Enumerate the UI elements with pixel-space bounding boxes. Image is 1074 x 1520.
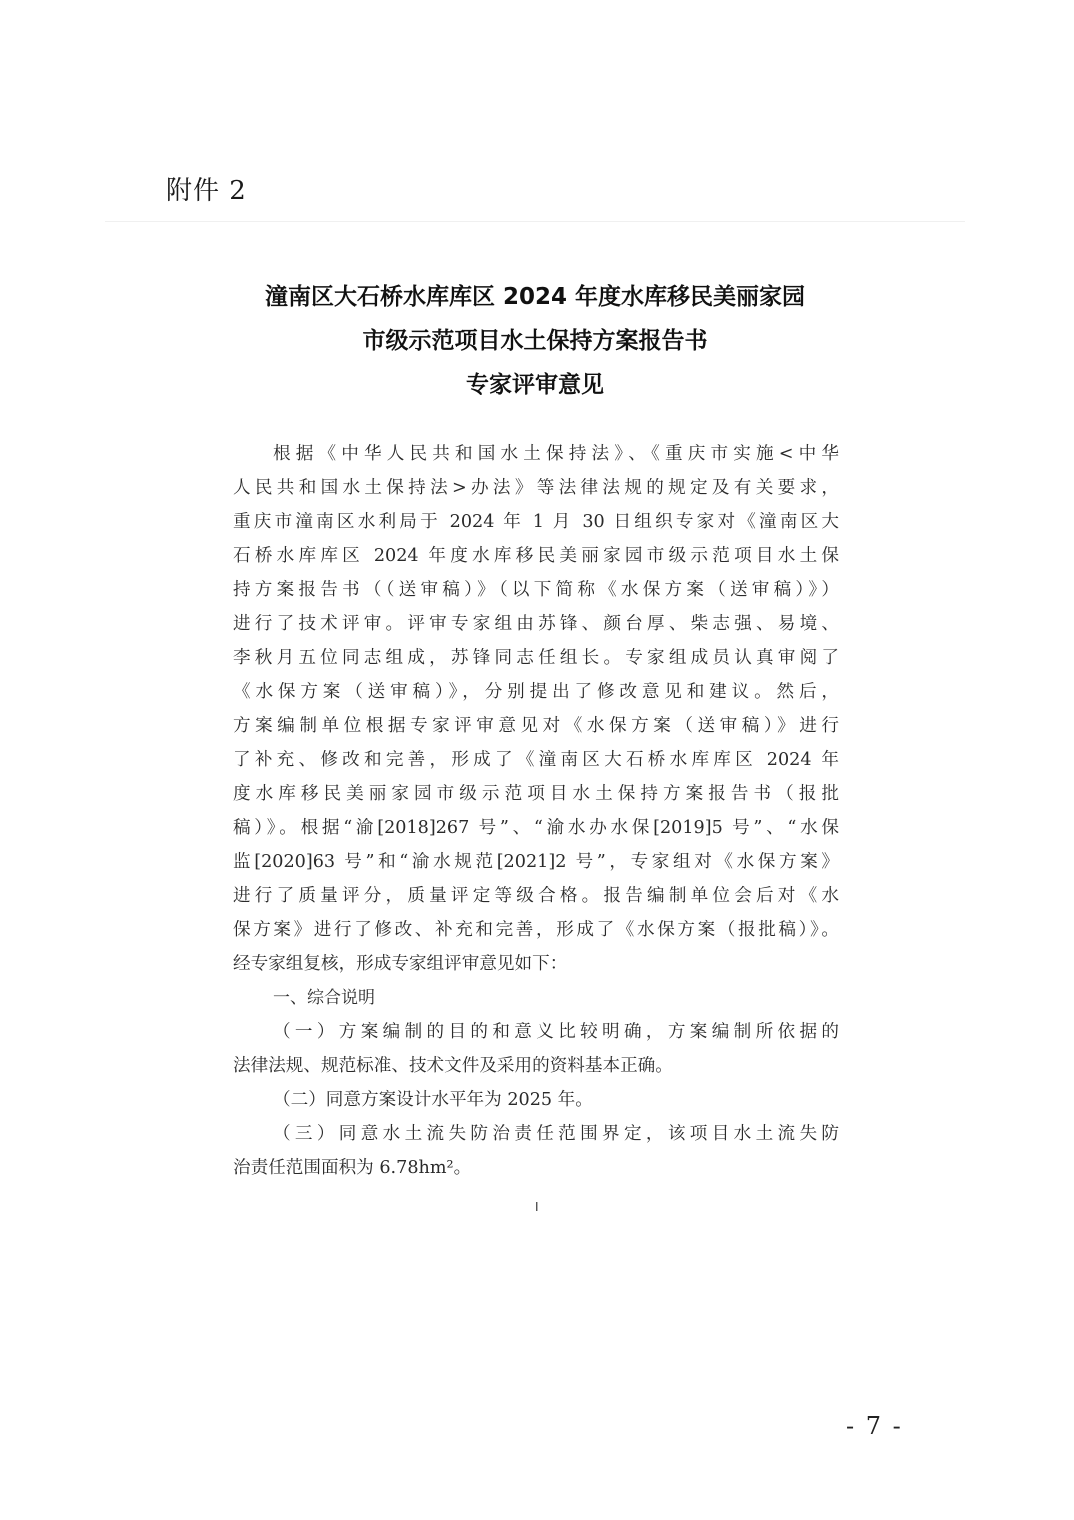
document-body <box>233 437 839 1185</box>
body-line: 进行了质量评分，质量评定等级合格。报告编制单位会后对《水 <box>233 886 839 906</box>
section-heading-overview: 一、综合说明 <box>273 988 375 1008</box>
body-line: 石桥水库库区 2024 年度水库移民美丽家园市级示范项目水土保 <box>233 546 839 566</box>
body-line: 监[2020]63 号”和“渝水规范[2021]2 号”，专家组对《水保方案》 <box>233 852 839 872</box>
title-line-3: 专家评审意见 <box>466 372 604 398</box>
body-line: 度水库移民美丽家园市级示范项目水土保持方案报告书（报批 <box>233 784 839 804</box>
body-line: 李秋月五位同志组成，苏锋同志任组长。专家组成员认真审阅了 <box>233 648 839 668</box>
body-line: 方案编制单位根据专家评审意见对《水保方案（送审稿）》进行 <box>233 716 839 736</box>
inner-page-marker: I <box>535 1200 539 1214</box>
body-line: 稿）》。根据“渝[2018]267 号”、“渝水办水保[2019]5 号”、“水保 <box>233 818 839 838</box>
body-line: 保方案》进行了修改、补充和完善，形成了《水保方案（报批稿）》。 <box>233 920 839 940</box>
header-divider <box>105 221 965 222</box>
body-line: 人民共和国水土保持法>办法》等法律法规的规定及有关要求， <box>233 478 839 498</box>
body-line: 重庆市潼南区水利局于 2024 年 1 月 30 日组织专家对《潼南区大 <box>233 512 839 532</box>
body-line: 《水保方案（送审稿）》，分别提出了修改意见和建议。然后， <box>233 682 839 702</box>
body-line: 了补充、修改和完善，形成了《潼南区大石桥水库库区 2024 年 <box>233 750 839 770</box>
body-line: 根据《中华人民共和国水土保持法》、《重庆市实施<中华 <box>273 444 839 464</box>
body-line: 进行了技术评审。评审专家组由苏锋、颜台厚、柴志强、易境、 <box>233 614 839 634</box>
item-1-line: （一）方案编制的目的和意义比较明确，方案编制所依据的 <box>273 1022 839 1042</box>
page-number: - 7 - <box>846 1412 903 1440</box>
item-3-line: （三）同意水土流失防治责任范围界定，该项目水土流失防 <box>273 1124 839 1144</box>
document-title <box>200 275 870 407</box>
item-3-line: 治责任范围面积为 6.78hm²。 <box>233 1158 472 1178</box>
body-line: 持方案报告书（（送审稿）》（以下简称《水保方案（送审稿）》） <box>233 580 839 600</box>
attachment-label: 附件 2 <box>166 176 247 206</box>
body-line: 经专家组复核，形成专家组评审意见如下： <box>233 954 568 974</box>
item-1-line: 法律法规、规范标准、技术文件及采用的资料基本正确。 <box>233 1056 673 1076</box>
title-line-2: 市级示范项目水土保持方案报告书 <box>362 328 708 354</box>
item-2-line: （二）同意方案设计水平年为 2025 年。 <box>273 1090 593 1110</box>
title-line-1: 潼南区大石桥水库库区 2024 年度水库移民美丽家园 <box>264 284 806 310</box>
